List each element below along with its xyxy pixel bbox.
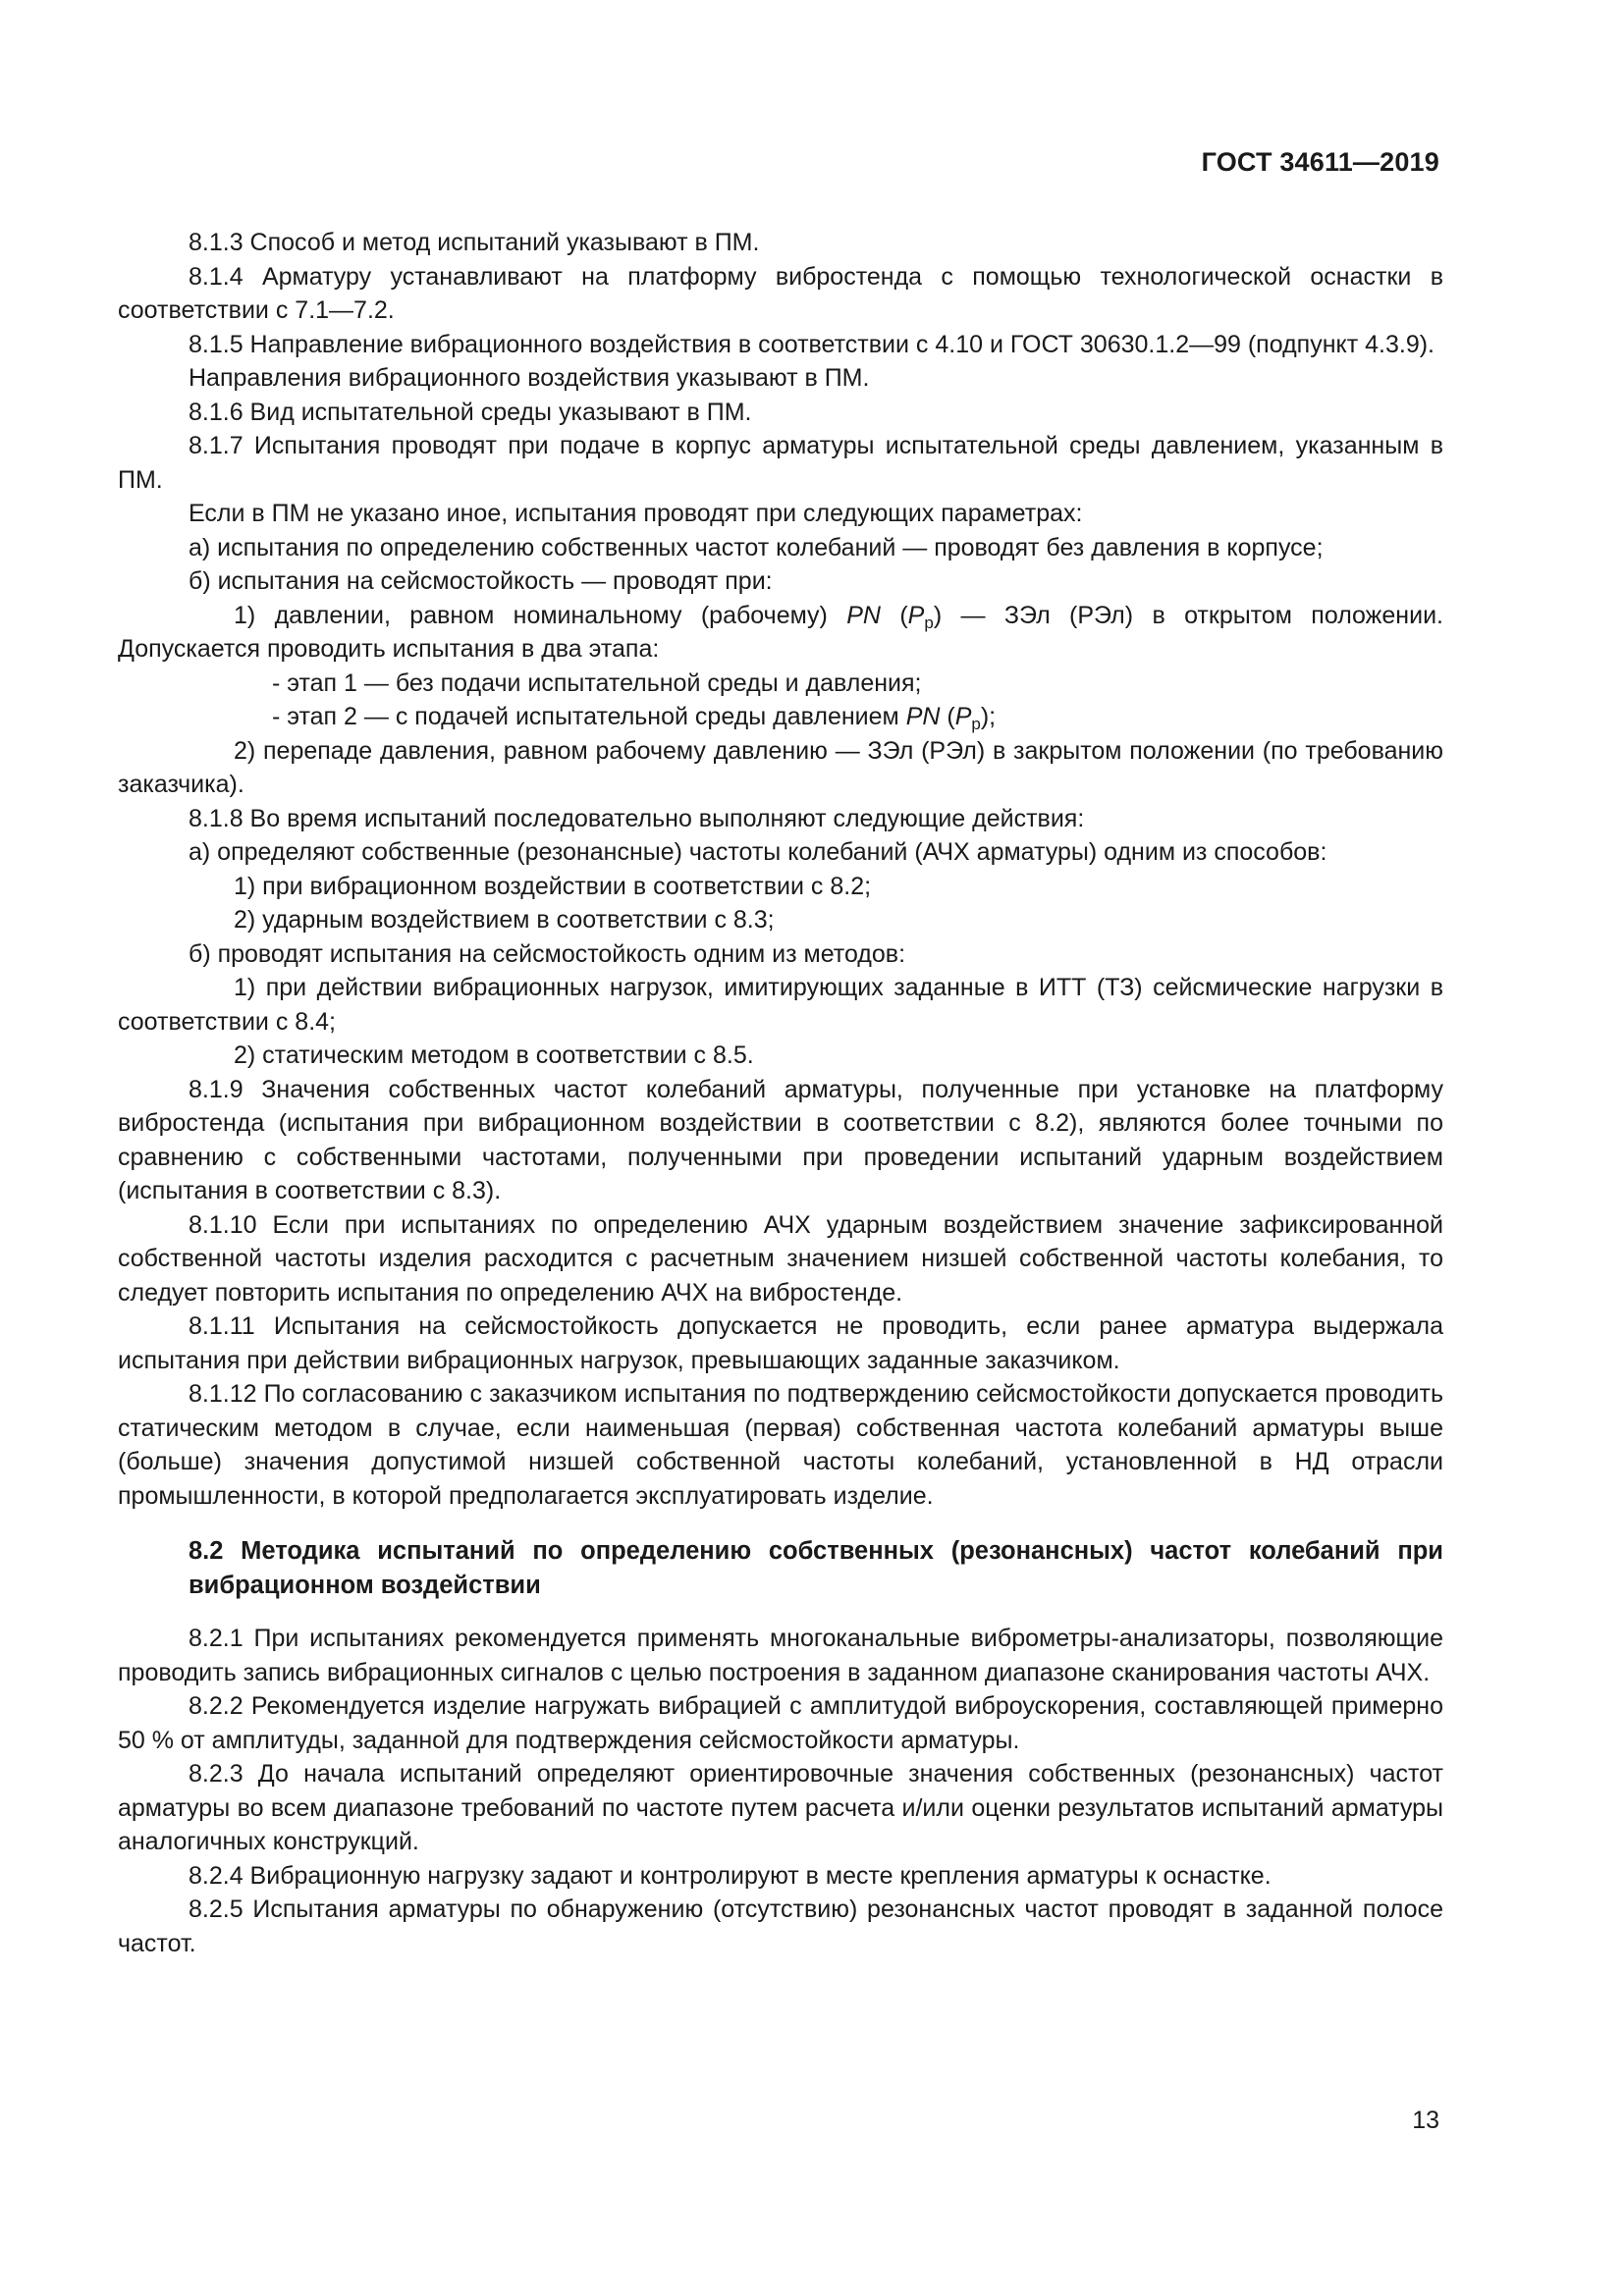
list-item-impact: 2) ударным воздействием в соответствии с 8.3; <box>234 906 775 934</box>
stage-2: - этап 2 — с подачей испытательной среды давлением PN $(P_р)$; <box>272 703 997 733</box>
paragraph-directions: Направления вибрационного воздействия указывают в ПМ. <box>189 364 870 392</box>
list-item-b-seismic: б) проводят испытания на сейсмостойкость одним из методов: <box>189 939 906 968</box>
paragraph-8-1-5: 8.1.5 Направление вибрационного воздействия в соответствии с 4.10 и ГОСТ 30630.1.2—99 (подпункт 4.3.9). <box>189 330 1435 358</box>
paragraph-8-2-2: 8.2.2 Рекомендуется изделие нагружать вибрацией с амплитудой виброускорения, составляющей примерно 50 % от амплитуды, заданной для подтверждения сейсмостойкости арматуры. <box>118 1692 1443 1754</box>
paragraph-8-1-3: 8.1.3 Способ и метод испытаний указывают в ПМ. <box>189 229 760 256</box>
page-number: 13 <box>1412 2107 1439 2134</box>
list-item-a-determine: а) определяют собственные (резонансные) частоты колебаний (АЧХ арматуры) одним из способов: <box>189 838 1327 866</box>
paragraph-parameters: Если в ПМ не указано иное, испытания проводят при следующих параметрах: <box>189 500 1083 527</box>
paragraph-8-2-5: 8.2.5 Испытания арматуры по обнаружению (отсутствию) резонансных частот проводят в заданной полосе частот. <box>118 1896 1443 1957</box>
list-item-vibration: 1) при вибрационном воздействии в соответствии с 8.2; <box>234 872 872 900</box>
list-item-b: б) испытания на сейсмостойкость — проводят при: <box>189 567 773 595</box>
section-heading-8-2: 8.2 Методика испытаний по определению собственных (резонансных) частот колебаний при вибрационном воздействии <box>189 1537 1443 1599</box>
paragraph-8-1-12: 8.1.12 По согласованию с заказчиком испытания по подтверждению сейсмостойкости допускается проводить статическим методом в случае, если наименьшая (первая) собственная частота колебаний арматуры выше (больше) значения допустимой низшей собственной частоты колебаний, установленной в НД отрасли промышленности, в которой предполагается эксплуатировать изделие. <box>118 1380 1443 1510</box>
paragraph-8-1-11: 8.1.11 Испытания на сейсмостойкость допускается не проводить, если ранее арматура выдержала испытания при действии вибрационных нагрузок, превышающих заданные заказчиком. <box>118 1312 1443 1374</box>
list-item-pressure: 1) давлении, равном номинальному (рабочему) PN $(P_р)$ — ЗЭл (РЭл) в открытом положении. Допускается проводить испытания в два этапа: <box>118 601 1443 663</box>
list-item-static: 2) статическим методом в соответствии с 8.5. <box>234 1041 754 1069</box>
paragraph-8-2-3: 8.2.3 До начала испытаний определяют ориентировочные значения собственных (резонансных) частот арматуры во всем диапазоне требований по частоте путем расчета и/или оценки результатов испытаний арматуры аналогичных конструкций. <box>118 1760 1443 1855</box>
list-item-a: а) испытания по определению собственных частот колебаний — проводят без давления в корпусе; <box>189 533 1324 561</box>
document-code: ГОСТ 34611—2019 <box>1201 147 1439 177</box>
list-item-differential: 2) перепаде давления, равном рабочему давлению — ЗЭл (РЭл) в закрытом положении (по требованию заказчика). <box>118 736 1443 798</box>
paragraph-8-2-1: 8.2.1 При испытаниях рекомендуется применять многоканальные виброметры-анализаторы, позволяющие проводить запись вибрационных сигналов с целью построения в заданном диапазоне сканирования частоты АЧХ. <box>118 1625 1443 1686</box>
paragraph-8-1-9: 8.1.9 Значения собственных частот колебаний арматуры, полученные при установке на платформу вибростенда (испытания при вибрационном воздействии в соответствии с 8.2), являются более точными по сравнению с собственными частотами, полученными при проведении испытаний ударным воздействием (испытания в соответствии с 8.3). <box>118 1075 1443 1204</box>
paragraph-8-1-10: 8.1.10 Если при испытаниях по определению АЧХ ударным воздействием значение зафиксированной собственной частоты изделия расходится с расчетным значением низшей собственной частоты колебания, то следует повторить испытания по определению АЧХ на вибростенде. <box>118 1210 1443 1307</box>
stage-1: - этап 1 — без подачи испытательной среды и давления; <box>272 668 922 697</box>
paragraph-8-1-6: 8.1.6 Вид испытательной среды указывают в ПМ. <box>189 398 752 426</box>
paragraph-8-1-4: 8.1.4 Арматуру устанавливают на платформу вибростенда с помощью технологической оснастки в соответствии с 7.1—7.2. <box>118 262 1443 324</box>
list-item-loads: 1) при действии вибрационных нагрузок, имитирующих заданные в ИТТ (ТЗ) сейсмические нагрузки в соответствии с 8.4; <box>118 974 1443 1036</box>
paragraph-8-1-8: 8.1.8 Во время испытаний последовательно выполняют следующие действия: <box>189 804 1085 832</box>
paragraph-8-2-4: 8.2.4 Вибрационную нагрузку задают и контролируют в месте крепления арматуры к оснастке. <box>189 1861 1272 1890</box>
paragraph-8-1-7: 8.1.7 Испытания проводят при подаче в корпус арматуры испытательной среды давлением, указанным в ПМ. <box>118 432 1443 494</box>
document-body <box>118 226 1443 1960</box>
